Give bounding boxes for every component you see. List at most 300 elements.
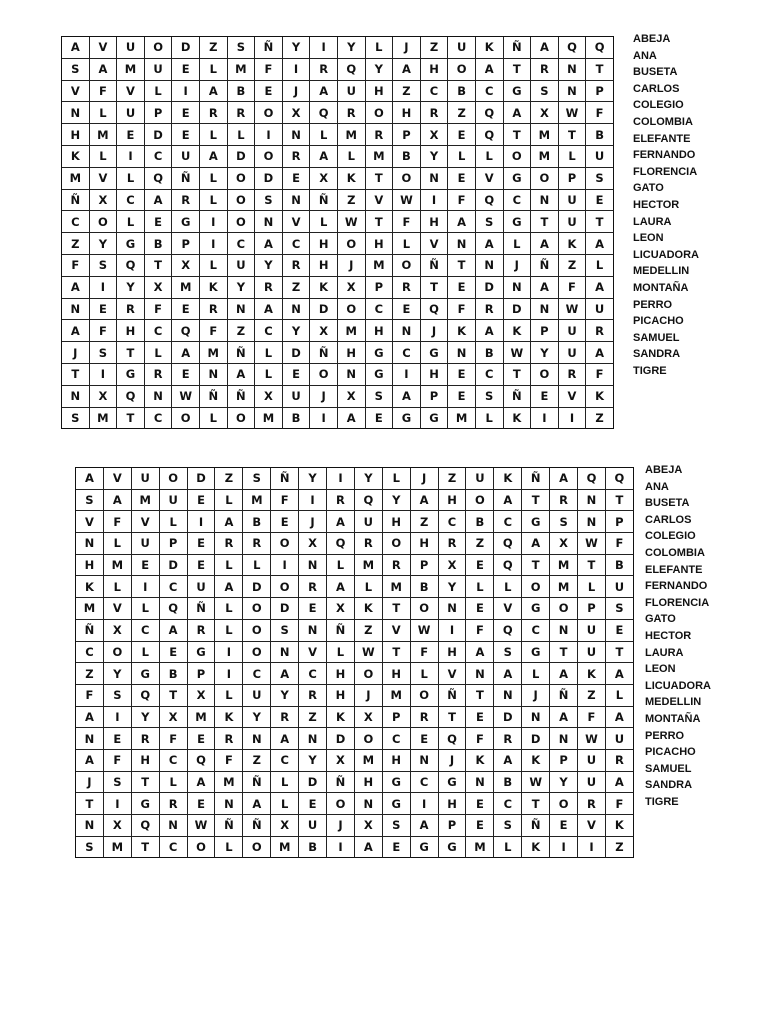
grid-cell: A <box>448 211 476 233</box>
word-list-item: FERNANDO <box>633 149 696 162</box>
grid-cell: C <box>504 190 532 212</box>
grid-cell: A <box>160 620 188 642</box>
grid-cell: Q <box>172 320 200 342</box>
word-list-item: ANA <box>633 49 657 62</box>
word-list-item: LICUADORA <box>633 248 699 261</box>
grid-cell: E <box>188 728 216 750</box>
grid-cell: U <box>132 533 160 555</box>
grid-cell: K <box>578 663 606 685</box>
grid-cell: T <box>606 490 634 512</box>
grid-cell: D <box>188 468 216 490</box>
grid-cell: G <box>504 211 532 233</box>
grid-cell: D <box>283 342 311 364</box>
grid-cell: I <box>215 663 243 685</box>
grid-cell: O <box>255 146 283 168</box>
grid-cell: L <box>310 124 338 146</box>
grid-cell: X <box>531 102 559 124</box>
grid-cell: U <box>228 255 256 277</box>
grid-cell: A <box>550 468 578 490</box>
grid-cell: L <box>271 793 299 815</box>
grid-cell: G <box>504 81 532 103</box>
grid-cell: X <box>421 124 449 146</box>
grid-cell: M <box>383 576 411 598</box>
grid-cell: N <box>299 555 327 577</box>
grid-cell: F <box>90 81 118 103</box>
grid-cell: Y <box>271 685 299 707</box>
grid-cell: E <box>466 598 494 620</box>
grid-cell: S <box>383 815 411 837</box>
word-list-item: TIGRE <box>645 795 679 808</box>
grid-cell: P <box>172 233 200 255</box>
grid-cell: V <box>366 190 394 212</box>
grid-cell: G <box>411 837 439 859</box>
grid-cell: Z <box>393 81 421 103</box>
grid-cell: N <box>283 299 311 321</box>
grid-cell: W <box>559 299 587 321</box>
word-list-item: ANA <box>645 480 669 493</box>
grid-cell: T <box>383 642 411 664</box>
word-list-item: MONTAÑA <box>645 712 701 725</box>
grid-cell: L <box>310 211 338 233</box>
grid-cell: Ñ <box>188 598 216 620</box>
grid-cell: O <box>188 837 216 859</box>
grid-cell: X <box>104 620 132 642</box>
grid-cell: I <box>172 81 200 103</box>
grid-cell: G <box>393 408 421 430</box>
grid-cell: Ñ <box>76 620 104 642</box>
grid-cell: K <box>606 815 634 837</box>
grid-cell: P <box>421 386 449 408</box>
grid-cell: N <box>531 299 559 321</box>
grid-cell: E <box>466 707 494 729</box>
grid-cell: V <box>559 386 587 408</box>
grid-cell: X <box>310 320 338 342</box>
grid-cell: R <box>578 793 606 815</box>
grid-cell: K <box>522 837 550 859</box>
grid-cell: R <box>132 728 160 750</box>
grid-cell: T <box>62 364 90 386</box>
grid-cell: C <box>494 511 522 533</box>
word-list-item: HECTOR <box>633 198 680 211</box>
grid-cell: A <box>466 642 494 664</box>
grid-cell: A <box>355 837 383 859</box>
grid-cell: U <box>586 146 614 168</box>
grid-cell: N <box>62 102 90 124</box>
grid-cell: W <box>522 772 550 794</box>
grid-cell: D <box>494 707 522 729</box>
grid-cell: V <box>476 168 504 190</box>
grid-cell: N <box>62 386 90 408</box>
grid-cell: L <box>271 772 299 794</box>
grid-cell: T <box>606 642 634 664</box>
grid-cell: F <box>606 793 634 815</box>
grid-cell: L <box>132 642 160 664</box>
grid-cell: M <box>90 408 118 430</box>
grid-cell: Ñ <box>531 255 559 277</box>
grid-cell: V <box>578 815 606 837</box>
grid-cell: B <box>393 146 421 168</box>
grid-cell: M <box>90 124 118 146</box>
grid-cell: Y <box>299 750 327 772</box>
grid-cell: R <box>172 190 200 212</box>
grid-cell: Q <box>310 102 338 124</box>
grid-cell: O <box>411 598 439 620</box>
grid-cell: Ñ <box>243 772 271 794</box>
grid-cell: R <box>393 277 421 299</box>
grid-cell: A <box>494 663 522 685</box>
grid-cell: M <box>366 146 394 168</box>
grid-cell: A <box>504 102 532 124</box>
grid-cell: U <box>578 620 606 642</box>
grid-cell: A <box>200 146 228 168</box>
grid-cell: Ñ <box>255 37 283 59</box>
grid-cell: R <box>145 364 173 386</box>
grid-cell: L <box>411 663 439 685</box>
grid-cell: K <box>504 320 532 342</box>
grid-cell: N <box>283 190 311 212</box>
grid-cell: Z <box>228 320 256 342</box>
grid-cell: E <box>188 793 216 815</box>
grid-cell: E <box>531 386 559 408</box>
grid-cell: E <box>271 511 299 533</box>
grid-cell: R <box>559 364 587 386</box>
grid-cell: H <box>132 750 160 772</box>
grid-cell: Ñ <box>243 815 271 837</box>
grid-cell: Y <box>228 277 256 299</box>
grid-cell: R <box>299 685 327 707</box>
grid-cell: U <box>586 299 614 321</box>
grid-cell: S <box>90 255 118 277</box>
grid-cell: S <box>90 342 118 364</box>
grid-cell: S <box>606 598 634 620</box>
grid-cell: M <box>188 707 216 729</box>
grid-cell: C <box>243 663 271 685</box>
grid-cell: R <box>215 728 243 750</box>
grid-cell: Q <box>559 37 587 59</box>
grid-cell: I <box>531 408 559 430</box>
grid-cell: F <box>586 364 614 386</box>
grid-cell: L <box>255 364 283 386</box>
grid-cell: Y <box>132 707 160 729</box>
grid-cell: I <box>283 59 311 81</box>
grid-cell: N <box>522 707 550 729</box>
word-list-item: PICACHO <box>645 746 696 759</box>
grid-cell: U <box>578 750 606 772</box>
grid-cell: K <box>200 277 228 299</box>
grid-cell: E <box>132 555 160 577</box>
grid-cell: A <box>411 490 439 512</box>
grid-cell: F <box>200 320 228 342</box>
grid-cell: Ñ <box>522 468 550 490</box>
grid-cell: M <box>338 124 366 146</box>
grid-cell: Q <box>439 728 467 750</box>
word-list-item: FLORENCIA <box>633 165 698 178</box>
grid-cell: B <box>243 511 271 533</box>
word-list-item: LAURA <box>645 646 684 659</box>
grid-cell: H <box>366 320 394 342</box>
grid-cell: E <box>172 364 200 386</box>
grid-cell: B <box>466 511 494 533</box>
grid-cell: N <box>243 728 271 750</box>
grid-cell: O <box>271 533 299 555</box>
grid-cell: S <box>76 837 104 859</box>
grid-cell: J <box>310 386 338 408</box>
grid-cell: H <box>338 342 366 364</box>
grid-cell: L <box>494 837 522 859</box>
grid-cell: R <box>411 707 439 729</box>
grid-cell: D <box>271 598 299 620</box>
word-list-item: SANDRA <box>645 779 693 792</box>
grid-cell: F <box>586 102 614 124</box>
grid-cell: Ñ <box>504 386 532 408</box>
grid-cell: I <box>439 620 467 642</box>
grid-cell: P <box>439 815 467 837</box>
grid-cell: Y <box>255 255 283 277</box>
grid-cell: C <box>62 211 90 233</box>
grid-cell: D <box>172 37 200 59</box>
grid-cell: N <box>200 364 228 386</box>
grid-cell: A <box>476 233 504 255</box>
grid-cell: J <box>522 685 550 707</box>
grid-cell: G <box>522 642 550 664</box>
grid-cell: Y <box>299 468 327 490</box>
word-list-item: MONTAÑA <box>633 281 689 294</box>
grid-cell: K <box>522 750 550 772</box>
grid-cell: D <box>310 299 338 321</box>
grid-cell: A <box>255 233 283 255</box>
grid-cell: Y <box>421 146 449 168</box>
grid-cell: D <box>243 576 271 598</box>
grid-cell: S <box>62 59 90 81</box>
grid-cell: K <box>215 707 243 729</box>
grid-cell: Z <box>243 750 271 772</box>
grid-cell: L <box>243 555 271 577</box>
grid-cell: M <box>62 168 90 190</box>
grid-cell: A <box>200 81 228 103</box>
grid-cell: C <box>299 663 327 685</box>
grid-cell: B <box>448 81 476 103</box>
grid-cell: X <box>90 386 118 408</box>
grid-cell: Q <box>188 750 216 772</box>
grid-cell: N <box>466 772 494 794</box>
grid-cell: J <box>411 468 439 490</box>
grid-cell: A <box>606 663 634 685</box>
grid-cell: H <box>421 364 449 386</box>
grid-cell: U <box>559 320 587 342</box>
grid-cell: Q <box>117 386 145 408</box>
grid-cell: M <box>243 490 271 512</box>
grid-cell: Y <box>90 233 118 255</box>
grid-cell: P <box>145 102 173 124</box>
grid-cell: K <box>310 277 338 299</box>
grid-cell: R <box>327 490 355 512</box>
grid-cell: T <box>559 124 587 146</box>
grid-cell: X <box>338 277 366 299</box>
grid-cell: Z <box>559 255 587 277</box>
grid-cell: Z <box>355 620 383 642</box>
grid-cell: B <box>283 408 311 430</box>
grid-cell: L <box>132 598 160 620</box>
grid-cell: O <box>228 190 256 212</box>
grid-cell: S <box>586 168 614 190</box>
grid-cell: Q <box>160 598 188 620</box>
grid-cell: F <box>90 320 118 342</box>
grid-cell: L <box>117 168 145 190</box>
grid-cell: Ñ <box>327 620 355 642</box>
grid-cell: H <box>76 555 104 577</box>
grid-cell: Y <box>439 576 467 598</box>
grid-cell: L <box>383 468 411 490</box>
grid-cell: X <box>327 598 355 620</box>
grid-cell: R <box>310 59 338 81</box>
grid-cell: L <box>215 685 243 707</box>
grid-cell: L <box>215 490 243 512</box>
grid-cell: H <box>310 233 338 255</box>
grid-cell: I <box>421 190 449 212</box>
grid-cell: R <box>338 102 366 124</box>
grid-cell: E <box>299 793 327 815</box>
grid-cell: O <box>522 576 550 598</box>
grid-cell: V <box>62 81 90 103</box>
grid-cell: F <box>104 511 132 533</box>
word-list-item: LEON <box>633 232 664 245</box>
grid-cell: B <box>299 837 327 859</box>
grid-cell: S <box>366 386 394 408</box>
grid-cell: Q <box>338 59 366 81</box>
grid-cell: I <box>327 468 355 490</box>
grid-cell: E <box>255 81 283 103</box>
grid-cell: C <box>476 81 504 103</box>
grid-cell: S <box>550 511 578 533</box>
grid-cell: N <box>76 728 104 750</box>
grid-cell: J <box>283 81 311 103</box>
grid-cell: Y <box>104 663 132 685</box>
grid-cell: E <box>393 299 421 321</box>
grid-cell: R <box>366 124 394 146</box>
grid-cell: K <box>476 37 504 59</box>
grid-cell: K <box>62 146 90 168</box>
grid-cell: N <box>439 598 467 620</box>
grid-cell: M <box>200 342 228 364</box>
grid-cell: Q <box>355 490 383 512</box>
grid-cell: J <box>62 342 90 364</box>
grid-cell: E <box>283 364 311 386</box>
grid-cell: T <box>522 490 550 512</box>
word-list-item: COLOMBIA <box>633 115 693 128</box>
grid-cell: L <box>448 146 476 168</box>
grid-cell: U <box>117 37 145 59</box>
grid-cell: I <box>90 364 118 386</box>
grid-cell: T <box>383 598 411 620</box>
grid-cell: X <box>188 685 216 707</box>
grid-cell: Ñ <box>421 255 449 277</box>
grid-cell: Z <box>448 102 476 124</box>
grid-cell: L <box>215 837 243 859</box>
grid-cell: D <box>145 124 173 146</box>
grid-cell: L <box>145 81 173 103</box>
grid-cell: U <box>578 772 606 794</box>
grid-cell: W <box>578 728 606 750</box>
grid-cell: A <box>531 277 559 299</box>
grid-cell: Ñ <box>228 386 256 408</box>
grid-cell: N <box>393 320 421 342</box>
grid-cell: V <box>104 468 132 490</box>
grid-cell: W <box>504 342 532 364</box>
grid-cell: C <box>393 342 421 364</box>
grid-cell: O <box>327 793 355 815</box>
grid-cell: L <box>494 576 522 598</box>
grid-cell: J <box>299 511 327 533</box>
grid-cell: U <box>578 642 606 664</box>
grid-cell: N <box>411 750 439 772</box>
grid-cell: V <box>76 511 104 533</box>
grid-cell: E <box>160 642 188 664</box>
grid-cell: Ñ <box>504 37 532 59</box>
grid-cell: O <box>228 168 256 190</box>
grid-cell: E <box>283 168 311 190</box>
grid-cell: M <box>76 598 104 620</box>
grid-cell: S <box>476 386 504 408</box>
grid-cell: R <box>439 533 467 555</box>
word-list-item: SAMUEL <box>645 762 692 775</box>
grid-cell: A <box>172 342 200 364</box>
grid-cell: O <box>228 211 256 233</box>
grid-cell: Z <box>283 277 311 299</box>
grid-cell: J <box>421 320 449 342</box>
grid-cell: R <box>160 793 188 815</box>
grid-cell: A <box>62 320 90 342</box>
grid-cell: R <box>355 533 383 555</box>
grid-cell: A <box>606 772 634 794</box>
grid-cell: Q <box>476 190 504 212</box>
grid-cell: T <box>578 555 606 577</box>
word-list-item: BUSETA <box>645 497 690 510</box>
grid-cell: C <box>160 750 188 772</box>
grid-cell: V <box>299 642 327 664</box>
grid-cell: Z <box>586 408 614 430</box>
grid-cell: V <box>104 598 132 620</box>
grid-cell: X <box>104 815 132 837</box>
grid-cell: H <box>383 750 411 772</box>
word-list <box>645 462 711 810</box>
grid-cell: Y <box>117 277 145 299</box>
grid-cell: O <box>393 255 421 277</box>
grid-cell: Z <box>299 707 327 729</box>
grid-cell: Q <box>494 555 522 577</box>
grid-cell: C <box>255 320 283 342</box>
grid-cell: C <box>421 81 449 103</box>
grid-cell: Y <box>355 468 383 490</box>
grid-cell: D <box>327 728 355 750</box>
grid-cell: T <box>439 707 467 729</box>
grid-cell: Y <box>531 342 559 364</box>
grid-cell: O <box>172 408 200 430</box>
grid-cell: N <box>421 168 449 190</box>
grid-cell: P <box>586 81 614 103</box>
grid-cell: Z <box>466 533 494 555</box>
grid-cell: F <box>76 685 104 707</box>
grid-cell: M <box>448 408 476 430</box>
grid-cell: H <box>117 320 145 342</box>
grid-cell: S <box>62 408 90 430</box>
grid-cell: M <box>215 772 243 794</box>
grid-cell: Q <box>327 533 355 555</box>
grid-cell: N <box>215 793 243 815</box>
grid-cell: P <box>411 555 439 577</box>
grid-cell: T <box>550 642 578 664</box>
grid-cell: E <box>606 620 634 642</box>
grid-cell: T <box>160 685 188 707</box>
